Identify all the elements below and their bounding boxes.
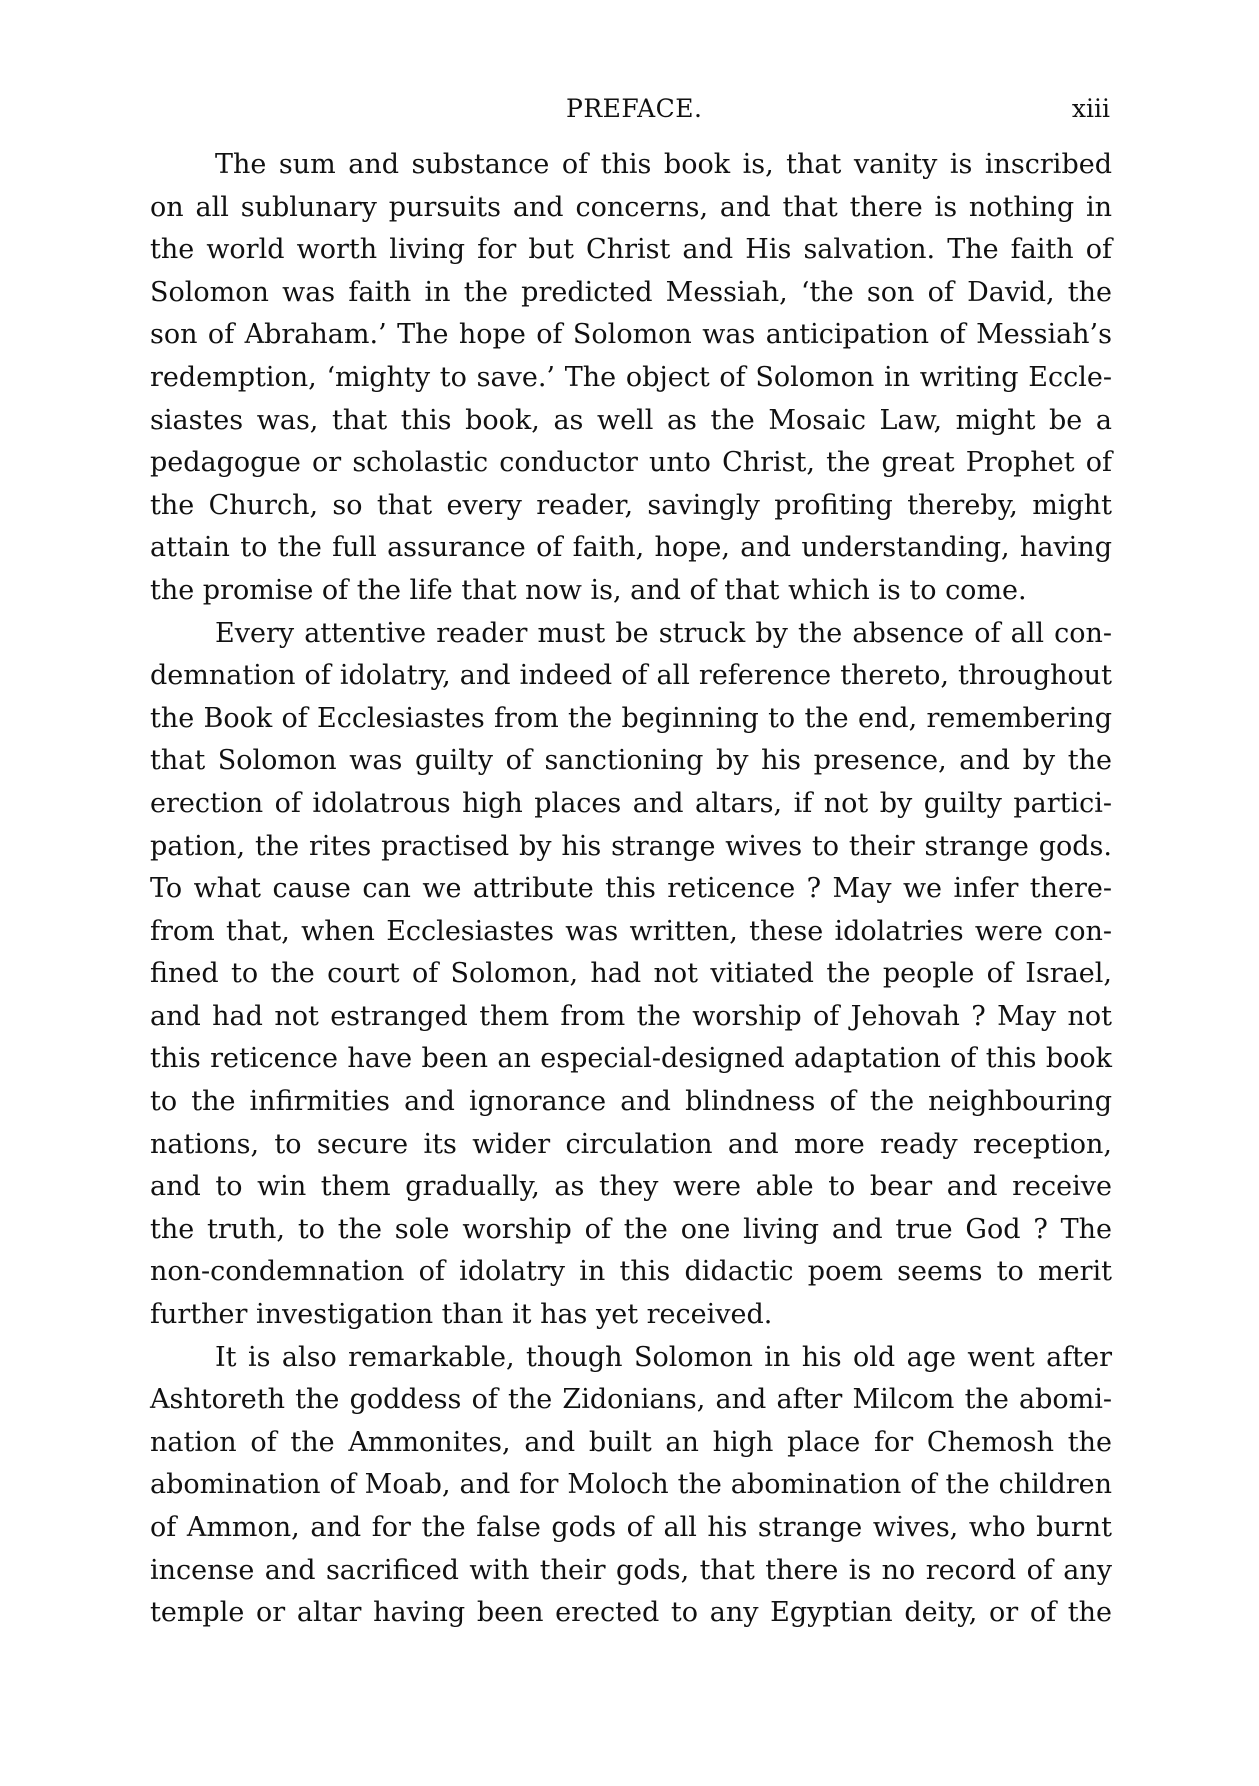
text-line: to the infirmities and ignorance and blindness of the neighbouring [150, 1086, 1112, 1118]
text-line: the Book of Ecclesiastes from the beginning to the end, remembering [150, 702, 1112, 734]
text-line: attain to the full assurance of faith, hope, and understanding, having [150, 532, 1112, 564]
text-line: and had not estranged them from the worship of Jehovah ? May not [150, 1000, 1112, 1032]
text-line: of Ammon, and for the false gods of all his strange wives, who burnt [150, 1512, 1112, 1543]
text-line: abomination of Moab, and for Moloch the abomination of the children [150, 1469, 1112, 1501]
page-number: xiii [1071, 94, 1110, 123]
body-text [150, 144, 1112, 1635]
text-line: The sum and substance of this book is, that vanity is inscribed [215, 149, 1112, 180]
text-line: To what cause can we attribute this reticence ? May we infer there- [150, 873, 1112, 905]
text-line: and to win them gradually, as they were able to bear and receive [150, 1171, 1112, 1203]
paragraph-1 [150, 144, 1112, 613]
text-line: incense and sacrificed with their gods, that there is no record of any [150, 1554, 1112, 1586]
text-line: demnation of idolatry, and indeed of all reference thereto, throughout [150, 660, 1112, 692]
text-line: that Solomon was guilty of sanctioning by his presence, and by the [150, 745, 1112, 777]
text-line: non-condemnation of idolatry in this didactic poem seems to merit [150, 1256, 1112, 1288]
text-line: the truth, to the sole worship of the one living and true God ? The [150, 1213, 1112, 1245]
text-line: Ashtoreth the goddess of the Zidonians, and after Milcom the abomi- [150, 1384, 1112, 1416]
text-line: It is also remarkable, though Solomon in his old age went after [215, 1341, 1112, 1373]
text-line: further investigation than it has yet received. [150, 1299, 773, 1331]
text-line: fined to the court of Solomon, had not vitiated the people of Israel, [150, 958, 1112, 990]
text-line: the world worth living for but Christ and His salvation. The faith of [150, 234, 1112, 266]
running-title: PREFACE. [566, 94, 703, 123]
running-head [150, 92, 1112, 132]
text-line: nation of the Ammonites, and built an high place for Chemosh the [150, 1426, 1112, 1458]
text-line: this reticence have been an especial-designed adaptation of this book [150, 1043, 1112, 1075]
text-line: erection of idolatrous high places and altars, if not by guilty partici- [150, 787, 1112, 819]
text-line: on all sublunary pursuits and concerns, and that there is nothing in [150, 191, 1112, 223]
book-page [150, 92, 1112, 1635]
text-line: the Church, so that every reader, savingly profiting thereby, might [150, 489, 1112, 521]
text-line: Solomon was faith in the predicted Messiah, ‘the son of David, the [150, 276, 1112, 308]
text-line: pation, the rites practised by his strange wives to their strange gods. [150, 830, 1112, 862]
text-line: from that, when Ecclesiastes was written, these idolatries were con- [150, 915, 1112, 947]
text-line: son of Abraham.’ The hope of Solomon was anticipation of Messiah’s [150, 319, 1112, 351]
paragraph-3 [150, 1337, 1112, 1635]
text-line: pedagogue or scholastic conductor unto Christ, the great Prophet of [150, 447, 1112, 479]
text-line: temple or altar having been erected to any Egyptian deity, or of the [150, 1597, 1112, 1629]
text-line: nations, to secure its wider circulation and more ready reception, [150, 1128, 1112, 1160]
text-line: the promise of the life that now is, and of that which is to come. [150, 574, 1027, 606]
text-line: redemption, ‘mighty to save.’ The object of Solomon in writing Eccle- [150, 361, 1112, 393]
paragraph-2 [150, 613, 1112, 1337]
text-line: siastes was, that this book, as well as the Mosaic Law, might be a [150, 404, 1112, 436]
text-line: Every attentive reader must be struck by the absence of all con- [215, 617, 1112, 649]
